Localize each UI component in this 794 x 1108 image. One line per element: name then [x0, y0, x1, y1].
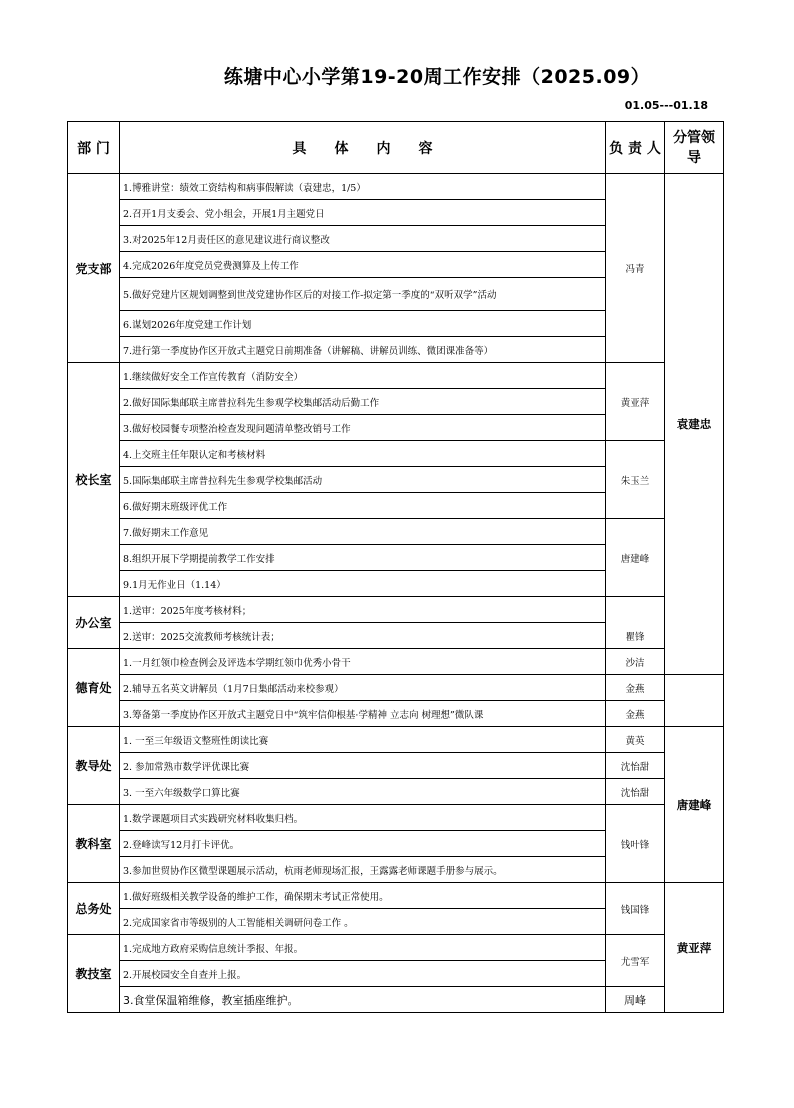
table-row [68, 883, 724, 909]
task-item: 6.做好期末班级评优工作 [120, 493, 606, 519]
table-row [68, 441, 724, 467]
table-row [68, 753, 724, 779]
task-item: 3. 一至六年级数学口算比赛 [120, 779, 606, 805]
task-item: 2.登峰读写12月打卡评优。 [120, 831, 606, 857]
header-content [120, 122, 606, 174]
task-item: 3.筹备第一季度协作区开放式主题党日中“筑牢信仰根基·学精神 立志向 树理想”微队课 [120, 701, 606, 727]
dept-office: 办公室 [68, 597, 120, 649]
owner-cell: 周峰 [606, 987, 665, 1013]
task-item: 1.一月红领巾检查例会及评选本学期红领巾优秀小骨干 [120, 649, 606, 675]
table-row [68, 597, 724, 623]
owner-cell: 金燕 [606, 675, 665, 701]
task-item: 1.做好班级相关教学设备的维护工作，确保期末考试正常使用。 [120, 883, 606, 909]
task-item: 3.对2025年12月责任区的意见建议进行商议整改 [120, 226, 606, 252]
task-item: 3.参加世贸协作区微型课题展示活动，杭雨老师现场汇报，王露露老师课题手册参与展示。 [120, 857, 606, 883]
table-row [68, 701, 724, 727]
owner-cell: 钱叶锋 [606, 805, 665, 883]
task-item: 1.数学课题项目式实践研究材料收集归档。 [120, 805, 606, 831]
task-item: 2. 参加常熟市数学评优课比赛 [120, 753, 606, 779]
task-item: 5.做好党建片区规划调整到世茂党建协作区后的对接工作-拟定第一季度的“双听双学”活动 [120, 278, 606, 311]
task-item: 9.1月无作业日（1.14） [120, 571, 606, 597]
task-item: 1.继续做好安全工作宣传教育（消防安全） [120, 363, 606, 389]
task-item: 8.组织开展下学期提前教学工作安排 [120, 545, 606, 571]
owner-cell: 钱国锋 [606, 883, 665, 935]
table-row [68, 675, 724, 701]
owner-cell: 金燕 [606, 701, 665, 727]
task-item: 2.送审：2025交流教师考核统计表； [120, 623, 606, 649]
schedule-table [67, 121, 724, 1013]
task-item: 2.做好国际集邮联主席普拉科先生参观学校集邮活动后勤工作 [120, 389, 606, 415]
header-content-char: 内 [376, 140, 391, 157]
task-item: 1.送审：2025年度考核材料； [120, 597, 606, 623]
date-range: 01.05---01.18 [624, 99, 708, 112]
dept-principal: 校长室 [68, 363, 120, 597]
task-item: 5.国际集邮联主席普拉科先生参观学校集邮活动 [120, 467, 606, 493]
task-item: 1. 一至三年级语文整班性朗读比赛 [120, 727, 606, 753]
task-item: 3.做好校园餐专项整治检查发现问题清单整改销号工作 [120, 415, 606, 441]
owner-cell: 唐建峰 [606, 519, 665, 597]
owner-cell: 瞿锋 [606, 597, 665, 649]
owner-cell: 沈怡甜 [606, 753, 665, 779]
task-item: 2.召开1月支委会、党小组会，开展1月主题党日 [120, 200, 606, 226]
owner-cell: 沈怡甜 [606, 779, 665, 805]
table-row [68, 519, 724, 545]
table-row [68, 363, 724, 389]
task-item: 4.上交班主任年限认定和考核材料 [120, 441, 606, 467]
table-row [68, 727, 724, 753]
leader-cell: 袁建忠 [665, 174, 724, 675]
task-item: 3.食堂保温箱维修，教室插座维护。 [120, 987, 606, 1013]
task-item: 1.博雅讲堂：绩效工资结构和病事假解读（袁建忠，1/5） [120, 174, 606, 200]
dept-research: 教科室 [68, 805, 120, 883]
task-item: 7.进行第一季度协作区开放式主题党日前期准备（讲解稿、讲解员训练、微团课准备等） [120, 337, 606, 363]
task-item: 7.做好期末工作意见 [120, 519, 606, 545]
task-item: 2.辅导五名英文讲解员（1月7日集邮活动来校参观） [120, 675, 606, 701]
header-dept: 部 门 [68, 122, 120, 174]
dept-teaching: 教导处 [68, 727, 120, 805]
leader-cell: 唐建峰 [665, 727, 724, 883]
table-row [68, 935, 724, 961]
dept-tech: 教技室 [68, 935, 120, 1013]
table-row [68, 779, 724, 805]
header-content-char: 具 [292, 140, 307, 157]
task-item: 2.开展校园安全自查并上报。 [120, 961, 606, 987]
table-row [68, 805, 724, 831]
table-header-row [68, 122, 724, 174]
owner-cell: 黄英 [606, 727, 665, 753]
table-row [68, 174, 724, 200]
dept-party: 党支部 [68, 174, 120, 363]
table-row [68, 649, 724, 675]
dept-general: 总务处 [68, 883, 120, 935]
leader-cell: 黄亚萍 [665, 883, 724, 1013]
owner-cell: 黄亚萍 [606, 363, 665, 441]
owner-cell: 尤雪军 [606, 935, 665, 987]
task-item: 1.完成地方政府采购信息统计季报、年报。 [120, 935, 606, 961]
page-title: 练塘中心小学第19-20周工作安排（2025.09） [223, 66, 651, 88]
task-item: 4.完成2026年度党员党费测算及上传工作 [120, 252, 606, 278]
owner-cell: 沙洁 [606, 649, 665, 675]
header-content-char: 容 [418, 140, 433, 157]
dept-moral: 德育处 [68, 649, 120, 727]
header-owner: 负 责 人 [606, 122, 665, 174]
table-row [68, 987, 724, 1013]
owner-cell: 朱玉兰 [606, 441, 665, 519]
header-leader: 分管领导 [665, 122, 724, 174]
header-content-char: 体 [334, 140, 349, 157]
owner-cell: 冯青 [606, 174, 665, 363]
task-item: 2.完成国家省市等级别的人工智能相关调研问卷工作 。 [120, 909, 606, 935]
task-item: 6.谋划2026年度党建工作计划 [120, 311, 606, 337]
